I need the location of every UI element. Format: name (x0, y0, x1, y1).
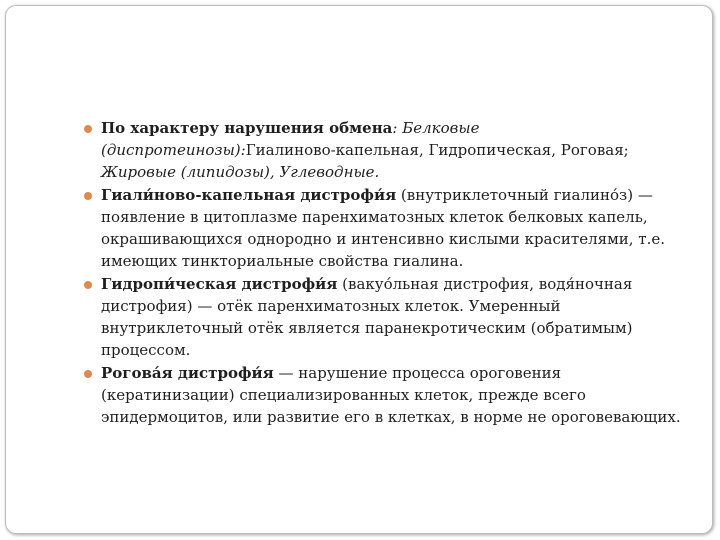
bullet-dot-icon (84, 125, 92, 133)
bullet-item-hyaline-droplet (84, 184, 684, 272)
bullet-dot-icon (84, 370, 92, 378)
bullet-list (84, 117, 684, 428)
bullet-body-text: (внутриклеточный гиалино́з) — появление в цитоплазме паренхиматозных клеток белковых капель, окрашивающихся однородно и интенсивно кислыми красителями, т.е. имеющих тинкториальные свойства гиалина. (101, 186, 665, 270)
bullet-body-text: — нарушение процесса ороговения (кератинизации) специализированных клеток, прежде всего эпидермоцитов, или развитие его в клетках, в норме не ороговевающих. (101, 364, 681, 426)
bullet-item-metabolism-classification (84, 117, 684, 183)
bullet-dot-icon (84, 281, 92, 289)
bullet-heading: По характеру нарушения обмена (101, 119, 393, 137)
bullet-item-keratinous (84, 362, 684, 428)
bullet-heading: Гидропи́ческая дистрофи́я (101, 275, 338, 293)
bullet-heading: Рогова́я дистрофи́я (101, 364, 274, 382)
bullet-body-text: (вакуо́льная дистрофия, водя́ночная дистрофия) — отёк паренхиматозных клеток. Умеренный внутриклеточный отёк является паранекротическим (обратимым) процессом. (101, 275, 633, 359)
bullet-italic-text: : Белковые (диспротеинозы): (101, 119, 480, 159)
bullet-italic-text-2: Жировые (липидозы), Углеводные. (101, 163, 380, 181)
bullet-body-text: Гиалиново-капельная, Гидропическая, Роговая; (245, 141, 629, 159)
bullet-item-hydropic (84, 273, 684, 361)
slide-content (84, 117, 684, 429)
bullet-heading: Гиали́ново-капельная дистрофи́я (101, 186, 397, 204)
bullet-dot-icon (84, 192, 92, 200)
